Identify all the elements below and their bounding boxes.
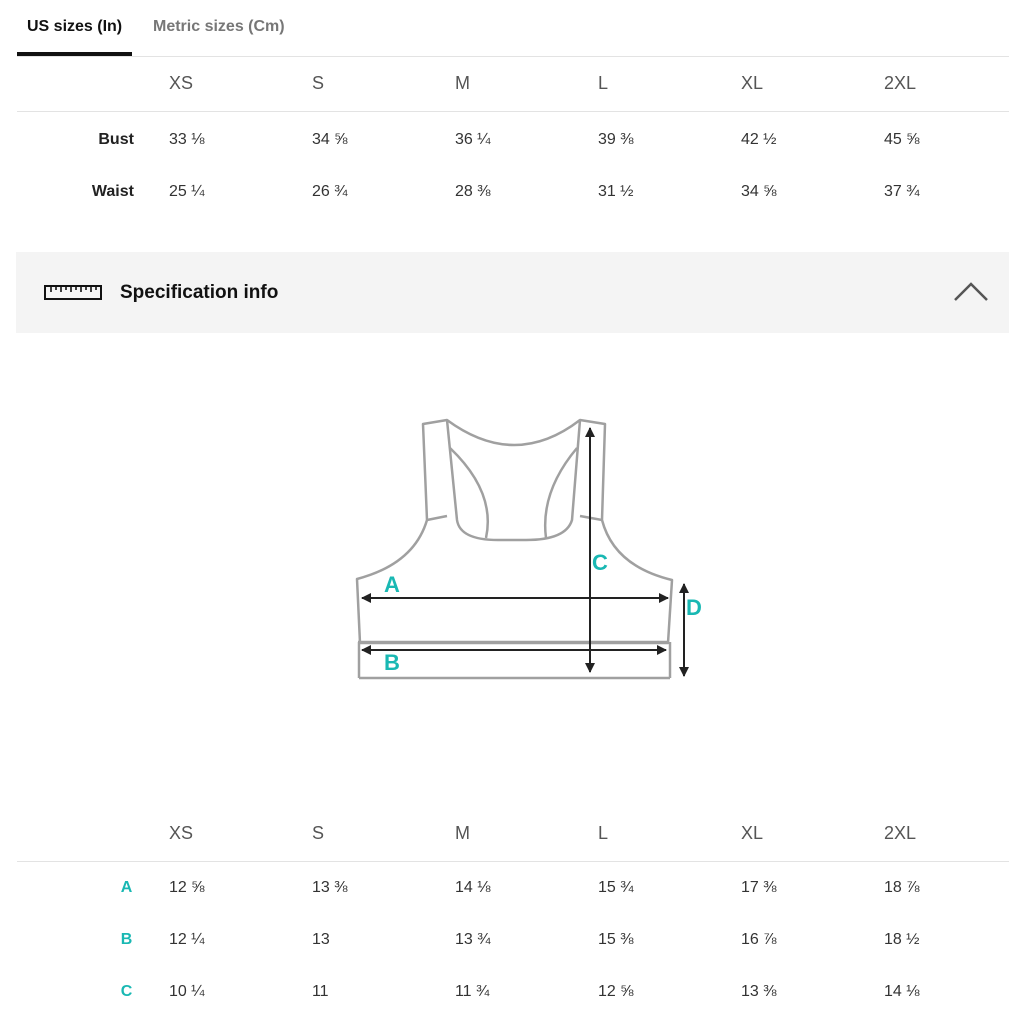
size-header-s: S [294,806,437,861]
size-header-m: M [437,806,580,861]
table-cell: 34 ⅝ [740,182,777,200]
table-row [17,966,1009,1018]
size-header-s: S [294,56,437,111]
tab-us-sizes[interactable]: US sizes (In) [27,18,123,35]
table-cell: 45 ⅝ [883,130,920,148]
size-header-2xl: 2XL [866,806,1009,861]
size-header-m: M [437,56,580,111]
table-cell: 14 ⅛ [454,878,491,896]
row-label-bust: Bust [98,130,134,148]
specification-title: Specification info [120,282,279,303]
size-header-l: L [580,806,723,861]
chevron-up-icon[interactable] [953,279,989,303]
size-header-xl: XL [723,56,866,111]
table-cell: 37 ¾ [883,182,920,200]
size-header-xl: XL [723,806,866,861]
row-label-a: A [120,878,133,896]
size-header-l: L [580,56,723,111]
garment-measurement-diagram [340,408,720,698]
table-cell: 13 ¾ [454,930,491,948]
table-cell: 18 ½ [883,930,920,948]
table-cell: 36 ¼ [454,130,491,148]
table-cell: 18 ⅞ [883,878,920,896]
us-size-table [17,56,1009,218]
table-cell: 25 ¼ [168,182,205,200]
table-row [17,166,1009,218]
table-cell: 28 ⅜ [454,182,491,200]
table-row [17,914,1009,966]
tab-metric-sizes[interactable]: Metric sizes (Cm) [153,18,285,35]
table-cell: 15 ⅜ [597,930,634,948]
table-cell: 26 ¾ [311,182,348,200]
table-row [17,861,1009,914]
sports-bra-outline [357,420,672,678]
size-header-xs: XS [151,806,294,861]
size-header-row [17,56,1009,111]
row-label-b: B [120,930,133,948]
ruler-icon [44,285,102,301]
table-cell: 12 ⅝ [597,982,634,1000]
size-header-2xl: 2XL [866,56,1009,111]
table-cell: 13 [311,930,330,948]
row-label-c: C [120,982,133,1000]
table-cell: 11 ¾ [454,982,490,1000]
diagram-label-b: B [384,650,400,675]
table-cell: 15 ¾ [597,878,634,896]
table-cell: 13 ⅜ [740,982,777,1000]
row-label-waist: Waist [91,182,134,200]
size-header-row [17,806,1009,861]
table-cell: 12 ⅝ [168,878,205,896]
header-corner [17,56,151,111]
table-cell: 14 ⅛ [883,982,920,1000]
header-corner [17,806,151,861]
table-row [17,111,1009,166]
specification-size-table [17,806,1009,1018]
table-cell: 39 ⅜ [597,130,634,148]
table-cell: 17 ⅜ [740,878,777,896]
table-cell: 42 ½ [740,130,777,148]
diagram-label-a: A [384,572,400,597]
specification-info-header[interactable] [16,252,1009,333]
diagram-label-d: D [686,595,702,620]
size-unit-tabs [17,0,1009,57]
table-cell: 12 ¼ [168,930,205,948]
table-cell: 10 ¼ [168,982,205,1000]
table-cell: 13 ⅜ [311,878,348,896]
table-cell: 31 ½ [597,182,634,200]
table-cell: 16 ⅞ [740,930,777,948]
table-cell: 33 ⅛ [168,130,205,148]
diagram-label-c: C [592,550,608,575]
table-cell: 34 ⅝ [311,130,348,148]
table-cell: 11 [311,982,329,1000]
size-header-xs: XS [151,56,294,111]
